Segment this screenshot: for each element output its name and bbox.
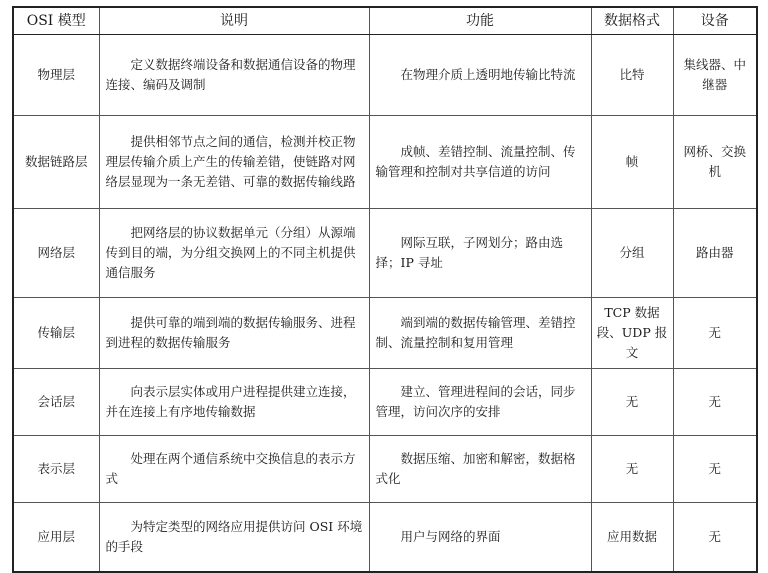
layer-device: 无	[673, 369, 757, 436]
layer-name: 会话层	[13, 369, 99, 436]
layer-name: 物理层	[13, 35, 99, 116]
layer-function: 端到端的数据传输管理、差错控制、流量控制和复用管理	[369, 298, 591, 369]
header-description: 说明	[99, 7, 369, 35]
layer-description: 提供可靠的端到端的数据传输服务、进程到进程的数据传输服务	[99, 298, 369, 369]
layer-device: 无	[673, 298, 757, 369]
layer-function: 网际互联，子网划分；路由选择；IP 寻址	[369, 209, 591, 298]
layer-data-format: 帧	[591, 116, 673, 209]
table-row	[13, 116, 757, 209]
layer-description: 定义数据终端设备和数据通信设备的物理连接、编码及调制	[99, 35, 369, 116]
layer-function: 数据压缩、加密和解密，数据格式化	[369, 436, 591, 503]
osi-model-table	[12, 6, 758, 573]
layer-function: 用户与网络的界面	[369, 503, 591, 573]
header-data-format: 数据格式	[591, 7, 673, 35]
table-row	[13, 503, 757, 573]
layer-description: 提供相邻节点之间的通信，检测并校正物理层传输介质上产生的传输差错，使链路对网络层显现为一条无差错、可靠的数据传输线路	[99, 116, 369, 209]
layer-description: 向表示层实体或用户进程提供建立连接，并在连接上有序地传输数据	[99, 369, 369, 436]
layer-device: 无	[673, 436, 757, 503]
layer-data-format: 分组	[591, 209, 673, 298]
layer-name: 应用层	[13, 503, 99, 573]
layer-data-format: 无	[591, 436, 673, 503]
layer-description: 把网络层的协议数据单元（分组）从源端传到目的端，为分组交换网上的不同主机提供通信服务	[99, 209, 369, 298]
layer-data-format: 应用数据	[591, 503, 673, 573]
layer-description: 为特定类型的网络应用提供访问 OSI 环境的手段	[99, 503, 369, 573]
layer-device: 集线器、中继器	[673, 35, 757, 116]
layer-data-format: 比特	[591, 35, 673, 116]
layer-name: 表示层	[13, 436, 99, 503]
layer-name: 网络层	[13, 209, 99, 298]
header-function: 功能	[369, 7, 591, 35]
layer-data-format: 无	[591, 369, 673, 436]
layer-function: 成帧、差错控制、流量控制、传输管理和控制对共享信道的访问	[369, 116, 591, 209]
layer-device: 网桥、交换机	[673, 116, 757, 209]
table-row	[13, 298, 757, 369]
table-row	[13, 369, 757, 436]
layer-device: 无	[673, 503, 757, 573]
layer-description: 处理在两个通信系统中交换信息的表示方式	[99, 436, 369, 503]
table-row	[13, 209, 757, 298]
layer-function: 建立、管理进程间的会话，同步管理，访问次序的安排	[369, 369, 591, 436]
header-device: 设备	[673, 7, 757, 35]
table-row	[13, 436, 757, 503]
layer-function: 在物理介质上透明地传输比特流	[369, 35, 591, 116]
table-header-row	[13, 7, 757, 35]
layer-name: 传输层	[13, 298, 99, 369]
layer-name: 数据链路层	[13, 116, 99, 209]
layer-data-format: TCP 数据段、UDP 报文	[591, 298, 673, 369]
table-row	[13, 35, 757, 116]
header-osi-model: OSI 模型	[13, 7, 99, 35]
layer-device: 路由器	[673, 209, 757, 298]
